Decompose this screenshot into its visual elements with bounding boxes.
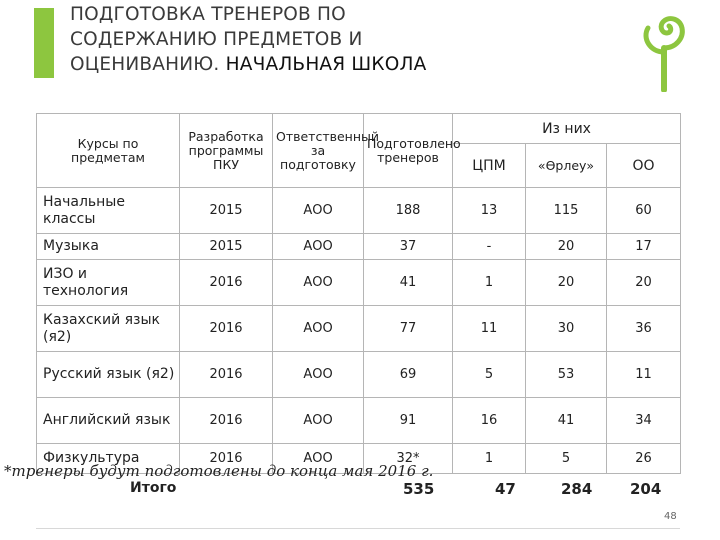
title-line-3-part-2: НАЧАЛЬНАЯ ШКОЛА xyxy=(225,54,427,75)
header-row xyxy=(37,114,681,144)
cell-cpm: 11 xyxy=(453,306,526,352)
cell-trained: 32* xyxy=(364,444,453,474)
cell-year: 2016 xyxy=(180,352,273,398)
cell-year: 2016 xyxy=(180,306,273,352)
total-oo: 204 xyxy=(630,480,662,498)
cell-year: 2015 xyxy=(180,234,273,260)
cell-oo: 26 xyxy=(607,444,681,474)
totals-label: Итого xyxy=(130,480,177,496)
page-title xyxy=(70,2,610,77)
cell-cpm: 5 xyxy=(453,352,526,398)
table-row xyxy=(37,352,681,398)
cell-oo: 60 xyxy=(607,188,681,234)
cell-resp: АОО xyxy=(273,234,364,260)
cell-resp: АОО xyxy=(273,398,364,444)
cell-orleu: 115 xyxy=(526,188,607,234)
cell-orleu: 41 xyxy=(526,398,607,444)
table-row xyxy=(37,398,681,444)
cell-trained: 188 xyxy=(364,188,453,234)
title-line-1: ПОДГОТОВКА ТРЕНЕРОВ ПО xyxy=(70,4,346,25)
table-row xyxy=(37,188,681,234)
header-developer: Разработка программы ПКУ xyxy=(180,114,273,188)
cell-trained: 69 xyxy=(364,352,453,398)
cell-orleu: 20 xyxy=(526,260,607,306)
cell-name: Русский язык (я2) xyxy=(37,352,180,398)
cell-cpm: 1 xyxy=(453,260,526,306)
title-line-3-part-1: ОЦЕНИВАНИЮ. xyxy=(70,54,220,75)
cell-trained: 91 xyxy=(364,398,453,444)
page-number: 48 xyxy=(664,511,677,522)
total-cpm: 47 xyxy=(495,480,516,498)
cell-cpm: 1 xyxy=(453,444,526,474)
total-trained: 535 xyxy=(403,480,435,498)
cell-trained: 77 xyxy=(364,306,453,352)
cell-trained: 41 xyxy=(364,260,453,306)
cell-resp: АОО xyxy=(273,444,364,474)
cell-year: 2016 xyxy=(180,444,273,474)
title-line-3 xyxy=(70,52,610,77)
cell-orleu: 53 xyxy=(526,352,607,398)
header-oo: ОО xyxy=(607,144,681,188)
title-accent-bar xyxy=(34,8,54,78)
cell-resp: АОО xyxy=(273,188,364,234)
cell-year: 2016 xyxy=(180,398,273,444)
total-orleu: 284 xyxy=(561,480,593,498)
header-cpm: ЦПМ xyxy=(453,144,526,188)
cell-orleu: 20 xyxy=(526,234,607,260)
cell-year: 2015 xyxy=(180,188,273,234)
cell-oo: 17 xyxy=(607,234,681,260)
cell-orleu: 5 xyxy=(526,444,607,474)
cell-oo: 20 xyxy=(607,260,681,306)
header-responsible: Ответственный за подготовку xyxy=(273,114,364,188)
cell-name: Музыка xyxy=(37,234,180,260)
cell-cpm: 16 xyxy=(453,398,526,444)
page-divider xyxy=(36,528,680,529)
cell-trained: 37 xyxy=(364,234,453,260)
cell-resp: АОО xyxy=(273,352,364,398)
spiral-sprout-icon xyxy=(636,8,692,92)
header-of-them: Из них xyxy=(453,114,681,144)
cell-name: Казахский язык (я2) xyxy=(37,306,180,352)
cell-name: Физкультура xyxy=(37,444,180,474)
cell-name: Английский язык xyxy=(37,398,180,444)
header-courses: Курсы по предметам xyxy=(37,114,180,188)
cell-cpm: 13 xyxy=(453,188,526,234)
cell-name: ИЗО и технология xyxy=(37,260,180,306)
header-trained: Подготовлено тренеров xyxy=(364,114,453,188)
table-row xyxy=(37,306,681,352)
cell-oo: 34 xyxy=(607,398,681,444)
table-row xyxy=(37,234,681,260)
cell-year: 2016 xyxy=(180,260,273,306)
cell-name: Начальные классы xyxy=(37,188,180,234)
cell-oo: 36 xyxy=(607,306,681,352)
cell-oo: 11 xyxy=(607,352,681,398)
cell-resp: АОО xyxy=(273,306,364,352)
cell-cpm: - xyxy=(453,234,526,260)
trainers-table xyxy=(36,113,681,474)
title-line-2: СОДЕРЖАНИЮ ПРЕДМЕТОВ И xyxy=(70,29,363,50)
footnote: *тренеры будут подготовлены до конца мая 2016 г. xyxy=(4,462,434,480)
header-orleu: «Өрлеу» xyxy=(526,144,607,188)
cell-orleu: 30 xyxy=(526,306,607,352)
table-row xyxy=(37,260,681,306)
cell-resp: АОО xyxy=(273,260,364,306)
